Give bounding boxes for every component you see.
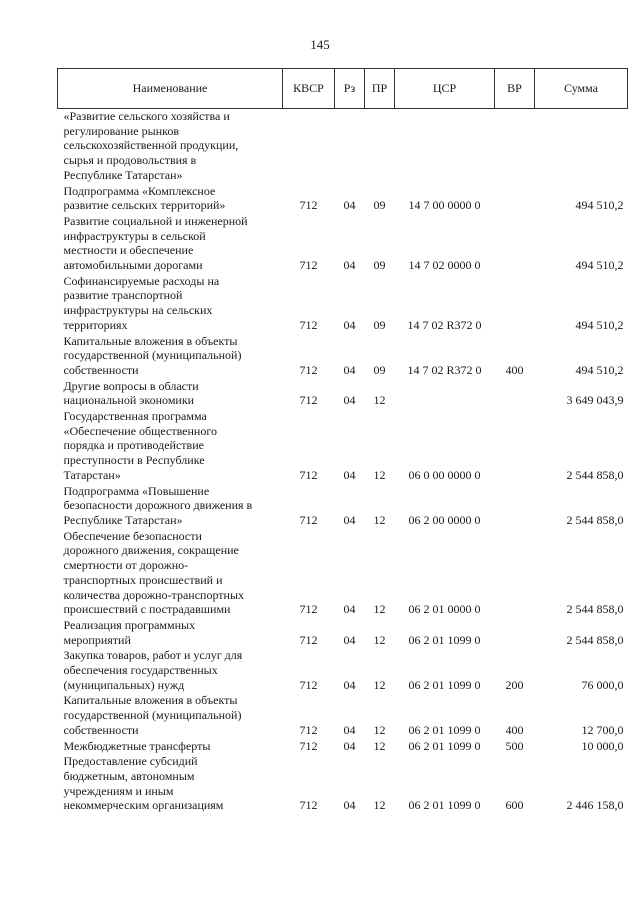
- table-header-row: [58, 69, 628, 109]
- table-row: [58, 379, 628, 409]
- cell-vr: [495, 379, 535, 409]
- cell-name-line: «Обеспечение общественного: [63, 423, 217, 438]
- cell-name: [58, 648, 283, 693]
- cell-vr: [495, 109, 535, 184]
- cell-name-line: количества дорожно-транспортных: [63, 587, 245, 602]
- cell-rz: 04: [343, 258, 356, 273]
- cell-kvsr: [283, 109, 335, 184]
- cell-csr: 14 7 02 R372 0: [407, 317, 482, 332]
- header-vr: ВР: [495, 69, 535, 109]
- cell-name-line: Республике Татарстан»: [63, 512, 183, 527]
- cell-name: [58, 109, 283, 184]
- cell-pr: 12: [373, 393, 386, 408]
- cell-pr: 12: [373, 677, 386, 692]
- cell-name-line: безопасности дорожного движения в: [63, 498, 253, 513]
- cell-name-line: автомобильными дорогами: [63, 258, 203, 273]
- cell-kvsr: 712: [299, 362, 318, 377]
- cell-name-line: национальной экономики: [63, 393, 195, 408]
- cell-rz: 04: [343, 467, 356, 482]
- cell-csr: [395, 109, 495, 184]
- table-row: [58, 754, 628, 814]
- cell-name-line: Капитальные вложения в объекты: [63, 333, 238, 348]
- cell-pr: 12: [373, 722, 386, 737]
- cell-rz: 04: [343, 512, 356, 527]
- cell-kvsr: 712: [299, 393, 318, 408]
- cell-name: [58, 739, 283, 755]
- cell-pr: 09: [373, 198, 386, 213]
- cell-csr: 06 2 01 0000 0: [408, 602, 481, 617]
- cell-csr: [395, 379, 495, 409]
- table-row: [58, 484, 628, 529]
- cell-vr: [495, 484, 535, 529]
- cell-name-line: Республике Татарстан»: [63, 167, 183, 182]
- cell-csr: 14 7 02 0000 0: [408, 258, 481, 273]
- cell-name-line: Другие вопросы в области: [63, 378, 199, 393]
- table-row: [58, 214, 628, 274]
- cell-name: [58, 484, 283, 529]
- cell-name: [58, 334, 283, 379]
- cell-name-line: Подпрограмма «Повышение: [63, 483, 210, 498]
- page-number: 145: [310, 37, 330, 52]
- cell-name-line: развитие сельских территорий»: [63, 198, 226, 213]
- cell-name: [58, 379, 283, 409]
- cell-name-line: учреждениям и иным: [63, 783, 174, 798]
- cell-name-line: сырья и продовольствия в: [63, 153, 197, 168]
- cell-rz: 04: [343, 738, 356, 753]
- cell-sum: 2 544 858,0: [566, 602, 624, 617]
- cell-name-line: развитие транспортной: [63, 288, 183, 303]
- cell-name: [58, 754, 283, 814]
- cell-rz: 04: [343, 677, 356, 692]
- cell-name-line: инфраструктуры на сельских: [63, 303, 213, 318]
- table-body: [58, 109, 628, 815]
- table-row: [58, 618, 628, 648]
- cell-rz: 04: [343, 393, 356, 408]
- cell-pr: 12: [373, 512, 386, 527]
- cell-vr: [495, 409, 535, 484]
- cell-name-line: государственной (муниципальной): [63, 708, 242, 723]
- cell-name-line: Развитие социальной и инженерной: [63, 213, 248, 228]
- cell-sum: 76 000,0: [581, 677, 624, 692]
- cell-pr: 12: [373, 602, 386, 617]
- cell-kvsr: 712: [299, 677, 318, 692]
- cell-name: [58, 529, 283, 618]
- table-row: [58, 274, 628, 334]
- cell-rz: 04: [343, 362, 356, 377]
- budget-table: [57, 68, 628, 814]
- cell-rz: [335, 109, 365, 184]
- header-sum: Сумма: [535, 69, 628, 109]
- cell-name: [58, 693, 283, 738]
- cell-name-line: обеспечения государственных: [63, 663, 218, 678]
- cell-sum: 494 510,2: [575, 362, 624, 377]
- cell-name-line: транспортных происшествий и: [63, 572, 223, 587]
- cell-sum: 494 510,2: [575, 317, 624, 332]
- cell-name-line: мероприятий: [63, 632, 131, 647]
- cell-csr: 06 2 00 0000 0: [408, 512, 481, 527]
- cell-pr: 09: [373, 258, 386, 273]
- cell-name-line: регулирование рынков: [63, 123, 180, 138]
- cell-name-line: происшествий с пострадавшими: [63, 602, 231, 617]
- cell-rz: 04: [343, 798, 356, 813]
- cell-name-line: некоммерческим организациям: [63, 798, 224, 813]
- cell-vr: [495, 184, 535, 214]
- cell-name-line: преступности в Республике: [63, 453, 205, 468]
- header-name: Наименование: [58, 69, 283, 109]
- cell-csr: 06 2 01 1099 0: [408, 632, 481, 647]
- cell-name-line: Татарстан»: [63, 467, 121, 482]
- cell-csr: 14 7 02 R372 0: [407, 362, 482, 377]
- cell-sum: 494 510,2: [575, 198, 624, 213]
- cell-sum: 2 544 858,0: [566, 512, 624, 527]
- cell-name-line: Предоставление субсидий: [63, 754, 198, 769]
- cell-name-line: Закупка товаров, работ и услуг для: [63, 648, 243, 663]
- cell-name: [58, 618, 283, 648]
- cell-name-line: Обеспечение безопасности: [63, 528, 202, 543]
- cell-name-line: Реализация программных: [63, 617, 196, 632]
- cell-rz: 04: [343, 722, 356, 737]
- table-row: [58, 693, 628, 738]
- cell-csr: 06 2 01 1099 0: [408, 677, 481, 692]
- table-row: [58, 529, 628, 618]
- cell-kvsr: 712: [299, 632, 318, 647]
- header-pr: ПР: [365, 69, 395, 109]
- cell-name-line: собственности: [63, 722, 139, 737]
- table-row: [58, 409, 628, 484]
- cell-sum: [535, 109, 628, 184]
- cell-pr: 12: [373, 738, 386, 753]
- cell-vr: 600: [505, 798, 524, 813]
- cell-kvsr: 712: [299, 317, 318, 332]
- cell-name-line: государственной (муниципальной): [63, 348, 242, 363]
- cell-name-line: территориях: [63, 317, 128, 332]
- cell-sum: 2 446 158,0: [566, 798, 624, 813]
- cell-csr: 14 7 00 0000 0: [408, 198, 481, 213]
- cell-vr: 400: [505, 722, 524, 737]
- cell-sum: 3 649 043,9: [566, 393, 624, 408]
- cell-kvsr: 712: [299, 798, 318, 813]
- cell-csr: 06 0 00 0000 0: [408, 467, 481, 482]
- cell-name-line: (муниципальных) нужд: [63, 677, 185, 692]
- cell-name-line: сельскохозяйственной продукции,: [63, 138, 239, 153]
- cell-kvsr: 712: [299, 738, 318, 753]
- header-kvsr: КВСР: [283, 69, 335, 109]
- table-row: [58, 184, 628, 214]
- cell-name-line: Государственная программа: [63, 409, 207, 424]
- cell-kvsr: 712: [299, 722, 318, 737]
- cell-csr: 06 2 01 1099 0: [408, 722, 481, 737]
- table-row: [58, 648, 628, 693]
- cell-kvsr: 712: [299, 258, 318, 273]
- cell-name-line: «Развитие сельского хозяйства и: [63, 109, 230, 123]
- cell-name: [58, 409, 283, 484]
- cell-sum: 494 510,2: [575, 258, 624, 273]
- cell-kvsr: 712: [299, 198, 318, 213]
- table-row: [58, 739, 628, 755]
- cell-pr: 09: [373, 317, 386, 332]
- cell-kvsr: 712: [299, 512, 318, 527]
- cell-csr: 06 2 01 1099 0: [408, 798, 481, 813]
- cell-pr: [365, 109, 395, 184]
- cell-csr: 06 2 01 1099 0: [408, 738, 481, 753]
- cell-sum: 2 544 858,0: [566, 632, 624, 647]
- cell-name: [58, 184, 283, 214]
- cell-vr: [495, 529, 535, 618]
- cell-name: [58, 214, 283, 274]
- cell-name-line: местности и обеспечение: [63, 243, 194, 258]
- cell-vr: [495, 214, 535, 274]
- cell-name-line: Подпрограмма «Комплексное: [63, 183, 216, 198]
- cell-pr: 12: [373, 632, 386, 647]
- header-csr: ЦСР: [395, 69, 495, 109]
- cell-name-line: инфраструктуры в сельской: [63, 228, 206, 243]
- cell-vr: 400: [505, 362, 524, 377]
- cell-pr: 12: [373, 798, 386, 813]
- cell-vr: 200: [505, 677, 524, 692]
- cell-rz: 04: [343, 602, 356, 617]
- cell-sum: 12 700,0: [581, 722, 624, 737]
- cell-kvsr: 712: [299, 467, 318, 482]
- cell-name-line: Капитальные вложения в объекты: [63, 693, 238, 708]
- cell-sum: 2 544 858,0: [566, 467, 624, 482]
- cell-name-line: бюджетным, автономным: [63, 768, 195, 783]
- cell-pr: 09: [373, 362, 386, 377]
- cell-sum: 10 000,0: [581, 738, 624, 753]
- cell-rz: 04: [343, 317, 356, 332]
- cell-vr: 500: [505, 738, 524, 753]
- table-row: [58, 334, 628, 379]
- cell-rz: 04: [343, 632, 356, 647]
- cell-rz: 04: [343, 198, 356, 213]
- table-row: [58, 109, 628, 184]
- cell-name-line: Софинансируемые расходы на: [63, 273, 220, 288]
- cell-vr: [495, 274, 535, 334]
- cell-name-line: порядка и противодействие: [63, 438, 204, 453]
- cell-name-line: Межбюджетные трансферты: [63, 738, 211, 753]
- cell-name-line: дорожного движения, сокращение: [63, 543, 239, 558]
- header-rz: Рз: [335, 69, 365, 109]
- cell-name-line: смертности от дорожно-: [63, 558, 189, 573]
- cell-name: [58, 274, 283, 334]
- cell-kvsr: 712: [299, 602, 318, 617]
- cell-name-line: собственности: [63, 362, 139, 377]
- cell-vr: [495, 618, 535, 648]
- cell-pr: 12: [373, 467, 386, 482]
